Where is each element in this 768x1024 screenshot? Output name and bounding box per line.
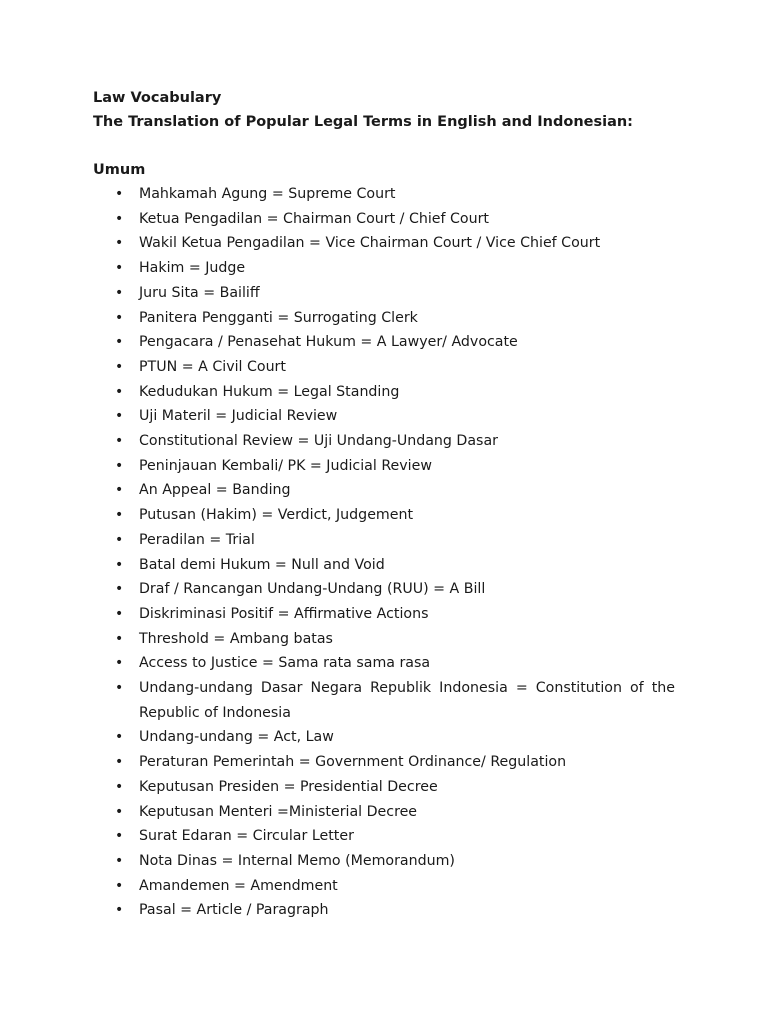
bullet-icon: • (115, 630, 124, 647)
term-text: Mahkamah Agung = Supreme Court (139, 186, 396, 202)
list-item (93, 231, 675, 256)
bullet-icon: • (115, 210, 124, 227)
list-item (93, 380, 675, 405)
list-item (93, 404, 675, 429)
term-text: Peninjauan Kembali/ PK = Judicial Review (139, 457, 432, 474)
list-item (93, 454, 675, 479)
bullet-icon: • (115, 507, 124, 524)
bullet-icon: • (115, 877, 124, 894)
bullet-icon: • (115, 680, 124, 697)
term-text: Draf / Rancangan Undang-Undang (RUU) = A Bill (139, 581, 486, 598)
list-item (93, 750, 675, 775)
term-text: Pengacara / Penasehat Hukum = A Lawyer/ Advocate (139, 334, 518, 351)
bullet-icon: • (115, 284, 124, 301)
bullet-icon: • (115, 334, 124, 351)
term-text: Keputusan Presiden = Presidential Decree (139, 778, 438, 795)
term-text: Panitera Pengganti = Surrogating Clerk (139, 309, 418, 326)
bullet-icon: • (115, 235, 124, 252)
bullet-icon: • (115, 581, 124, 598)
list-item (93, 849, 675, 874)
bullet-icon: • (115, 754, 124, 771)
bullet-icon: • (115, 383, 124, 400)
term-text: Ketua Pengadilan = Chairman Court / Chief Court (139, 210, 489, 227)
list-item (93, 800, 675, 825)
list-item (93, 306, 675, 331)
term-text-wrapped (139, 676, 675, 725)
bullet-icon: • (115, 605, 124, 622)
list-item (93, 874, 675, 899)
bullet-icon: • (115, 852, 124, 869)
list-item (93, 824, 675, 849)
document-subtitle: The Translation of Popular Legal Terms in English and Indonesian: (93, 114, 633, 130)
term-text: Uji Materil = Judicial Review (139, 408, 338, 425)
term-text: Wakil Ketua Pengadilan = Vice Chairman Court / Vice Chief Court (139, 235, 601, 252)
list-item (93, 355, 675, 380)
term-text-line-2: Republic of Indonesia (139, 704, 291, 721)
document-title: Law Vocabulary (93, 90, 222, 106)
bullet-icon: • (115, 778, 124, 795)
bullet-icon: • (115, 309, 124, 326)
bullet-icon: • (115, 902, 124, 919)
list-item (93, 775, 675, 800)
list-item (93, 553, 675, 578)
term-text: Undang-undang = Act, Law (139, 729, 334, 746)
document-content (93, 86, 675, 923)
term-text: Amandemen = Amendment (139, 877, 338, 894)
list-item (93, 503, 675, 528)
list-item (93, 256, 675, 281)
list-item (93, 898, 675, 923)
bullet-icon: • (115, 408, 124, 425)
list-item (93, 478, 675, 503)
term-text: Hakim = Judge (139, 260, 246, 277)
bullet-icon: • (115, 358, 124, 375)
term-text: Surat Edaran = Circular Letter (139, 828, 354, 845)
term-text: Batal demi Hukum = Null and Void (139, 556, 385, 573)
term-text: Juru Sita = Bailiff (139, 284, 260, 301)
list-item (93, 207, 675, 232)
term-list (93, 182, 675, 923)
bullet-icon: • (115, 803, 124, 820)
term-text: Nota Dinas = Internal Memo (Memorandum) (139, 852, 455, 869)
list-item (93, 577, 675, 602)
bullet-icon: • (115, 729, 124, 746)
term-text: Threshold = Ambang batas (139, 630, 333, 647)
term-text: Peradilan = Trial (139, 531, 255, 548)
term-text: Access to Justice = Sama rata sama rasa (139, 655, 431, 672)
list-item (93, 429, 675, 454)
term-text: Pasal = Article / Paragraph (139, 902, 329, 919)
bullet-icon: • (115, 186, 124, 202)
list-item (93, 725, 675, 750)
list-item (93, 330, 675, 355)
term-text: Diskriminasi Positif = Affirmative Actions (139, 605, 429, 622)
bullet-icon: • (115, 482, 124, 499)
bullet-icon: • (115, 655, 124, 672)
term-text: PTUN = A Civil Court (139, 358, 286, 375)
list-item (93, 281, 675, 306)
bullet-icon: • (115, 457, 124, 474)
list-item (93, 627, 675, 652)
bullet-icon: • (115, 433, 124, 450)
section-heading: Umum (93, 162, 146, 178)
list-item (93, 676, 675, 725)
term-text: Peraturan Pemerintah = Government Ordinance/ Regulation (139, 754, 567, 771)
list-item (93, 651, 675, 676)
list-item (93, 182, 675, 207)
bullet-icon: • (115, 260, 124, 277)
bullet-icon: • (115, 828, 124, 845)
bullet-icon: • (115, 531, 124, 548)
term-text: An Appeal = Banding (139, 482, 291, 499)
term-text-line-1: Undang-undang Dasar Negara Republik Indonesia = Constitution of the (139, 680, 675, 697)
term-text: Kedudukan Hukum = Legal Standing (139, 383, 400, 400)
list-item (93, 528, 675, 553)
list-item (93, 602, 675, 627)
term-text: Putusan (Hakim) = Verdict, Judgement (139, 507, 414, 524)
term-text: Constitutional Review = Uji Undang-Undang Dasar (139, 433, 498, 450)
bullet-icon: • (115, 556, 124, 573)
term-text: Keputusan Menteri =Ministerial Decree (139, 803, 418, 820)
